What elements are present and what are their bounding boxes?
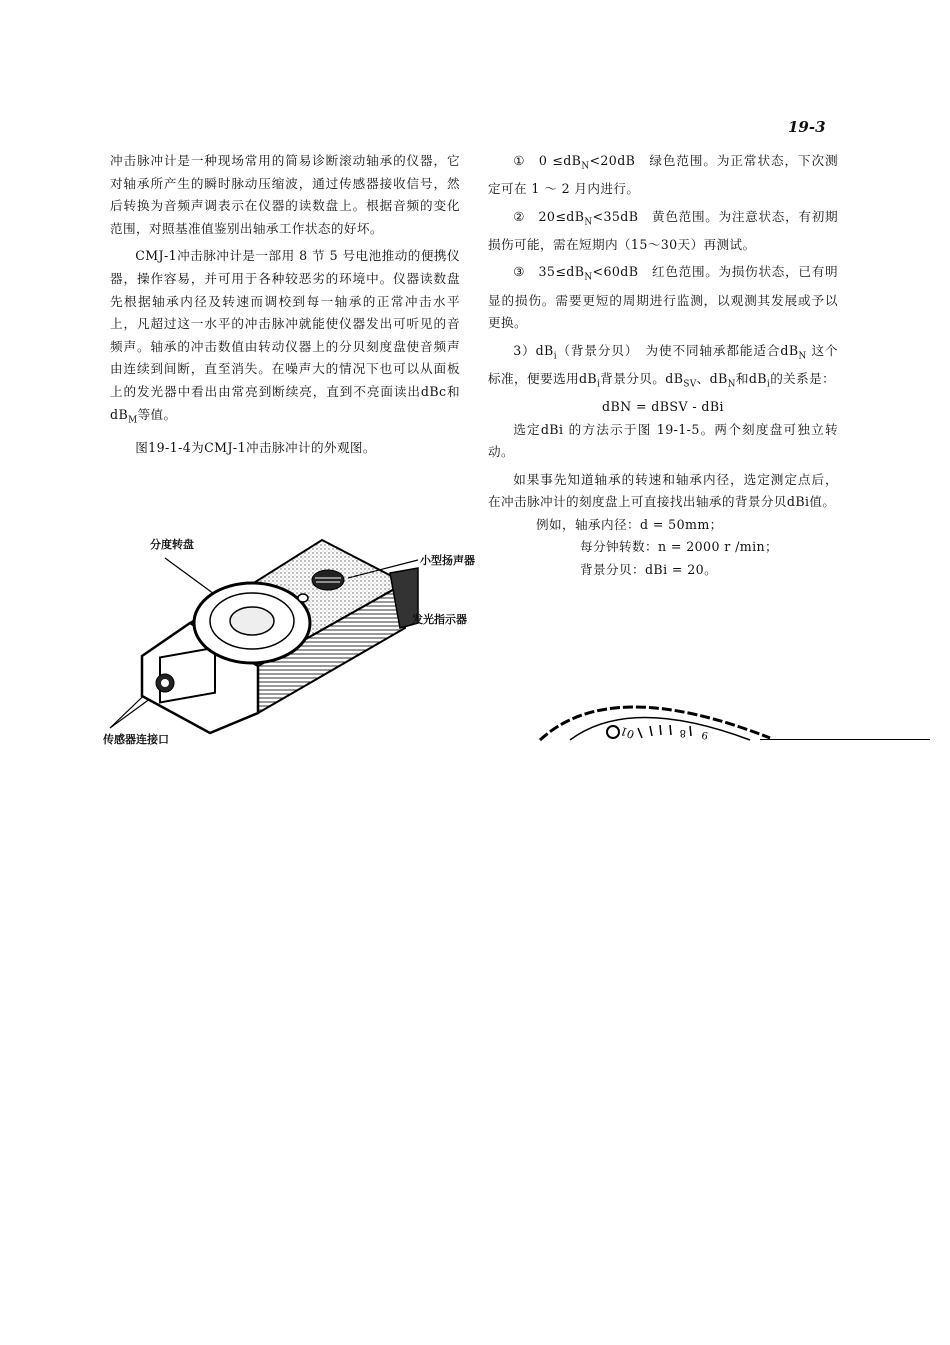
- dial-fragment-illustration: [530, 680, 780, 740]
- example-background-db: 背景分贝：dBi = 20。: [580, 562, 718, 578]
- indicator-label: 发光指示器: [412, 613, 467, 626]
- indicator-light-icon: [298, 594, 308, 602]
- speaker-label: 小型扬声器: [420, 554, 475, 567]
- red-range-item: ③ $35\le dB_N<60dB$ 红色范围。为损伤状态，已有明显的损伤。需要更短的周期进行监测，以观测其发展或予以更换。: [488, 264, 838, 331]
- formula: dBN = dBSV - dBi: [602, 398, 724, 414]
- example-speed: 每分钟转数：n = 2000 r /min；: [580, 539, 779, 555]
- known-speed-paragraph: 如果事先知道轴承的转速和轴承内径，选定测定点后，在冲击脉冲计的刻度盘上可直接找出轴承的背景分贝dBi值。: [488, 471, 838, 510]
- crop-edge-line: [760, 739, 930, 740]
- green-range-item: ① $0 \le dB_N<20dB$ 绿色范围。为正常状态，下次测定可在 1 ～ 2 月内进行。: [488, 153, 838, 197]
- dial-number-9: 9: [700, 728, 709, 741]
- left-column: [110, 150, 460, 459]
- right-column: [488, 150, 838, 582]
- dial-number-10: 01: [618, 724, 637, 742]
- sensor-label: 传感器连接口: [103, 733, 169, 746]
- yellow-range-item: ② $20\le dB_N<35dB$ 黄色范围。为注意状态，有初期损伤可能，需在短期内（15～30天）再测试。: [488, 208, 838, 252]
- speaker-icon: [312, 570, 344, 590]
- intro-paragraph: 冲击脉冲计是一种现场常用的简易诊断滚动轴承的仪器，它对轴承所产生的瞬时脉动压缩波，通过传感器接收信号，然后转换为音频声调表示在仪器的读数盘上。根据音频的变化范围，对照基准值鉴别出轴承工作状态的好坏。: [110, 153, 460, 236]
- example-bore: 例如，轴承内径：d = 50mm；: [536, 516, 723, 532]
- page-number: 19-3: [788, 118, 826, 136]
- dial-number-8: 8: [679, 727, 686, 738]
- example-block: [488, 514, 838, 582]
- figure-reference: 图19-1-4为CMJ-1冲击脉冲计的外观图。: [135, 439, 376, 455]
- select-method-paragraph: 选定dBi 的方法示于图 19-1-5。两个刻度盘可独立转动。: [488, 421, 838, 460]
- cmj1-paragraph: CMJ-1冲击脉冲计是一部用 8 节 5 号电池推动的便携仪器，操作容易，并可用于各种较恶劣的环境中。仪器读数盘先根据轴承内径及转速而调校到每一轴承的正常冲击水平上，凡超过这一水平的冲击脉冲就能使仪器发出可听见的音频声。轴承的冲击数值由转动仪器上的分贝刻度盘使音频声由连续到间断，直至消失。在噪声大的情况下也可以从面板上的发光器中看出由常亮到断续亮，直到不亮面读出dBc和$dB_M$等值。: [110, 248, 460, 426]
- background-db-paragraph: $3)dB_i$（背景分贝） 为使不同轴承都能适合$dB_N$ 这个标准，便要选用$dB_i$背景分贝。$dB_{SV}$、$dB_N$和$dB_i$的关系是：: [488, 342, 838, 390]
- dial-label: 分度转盘: [150, 538, 194, 551]
